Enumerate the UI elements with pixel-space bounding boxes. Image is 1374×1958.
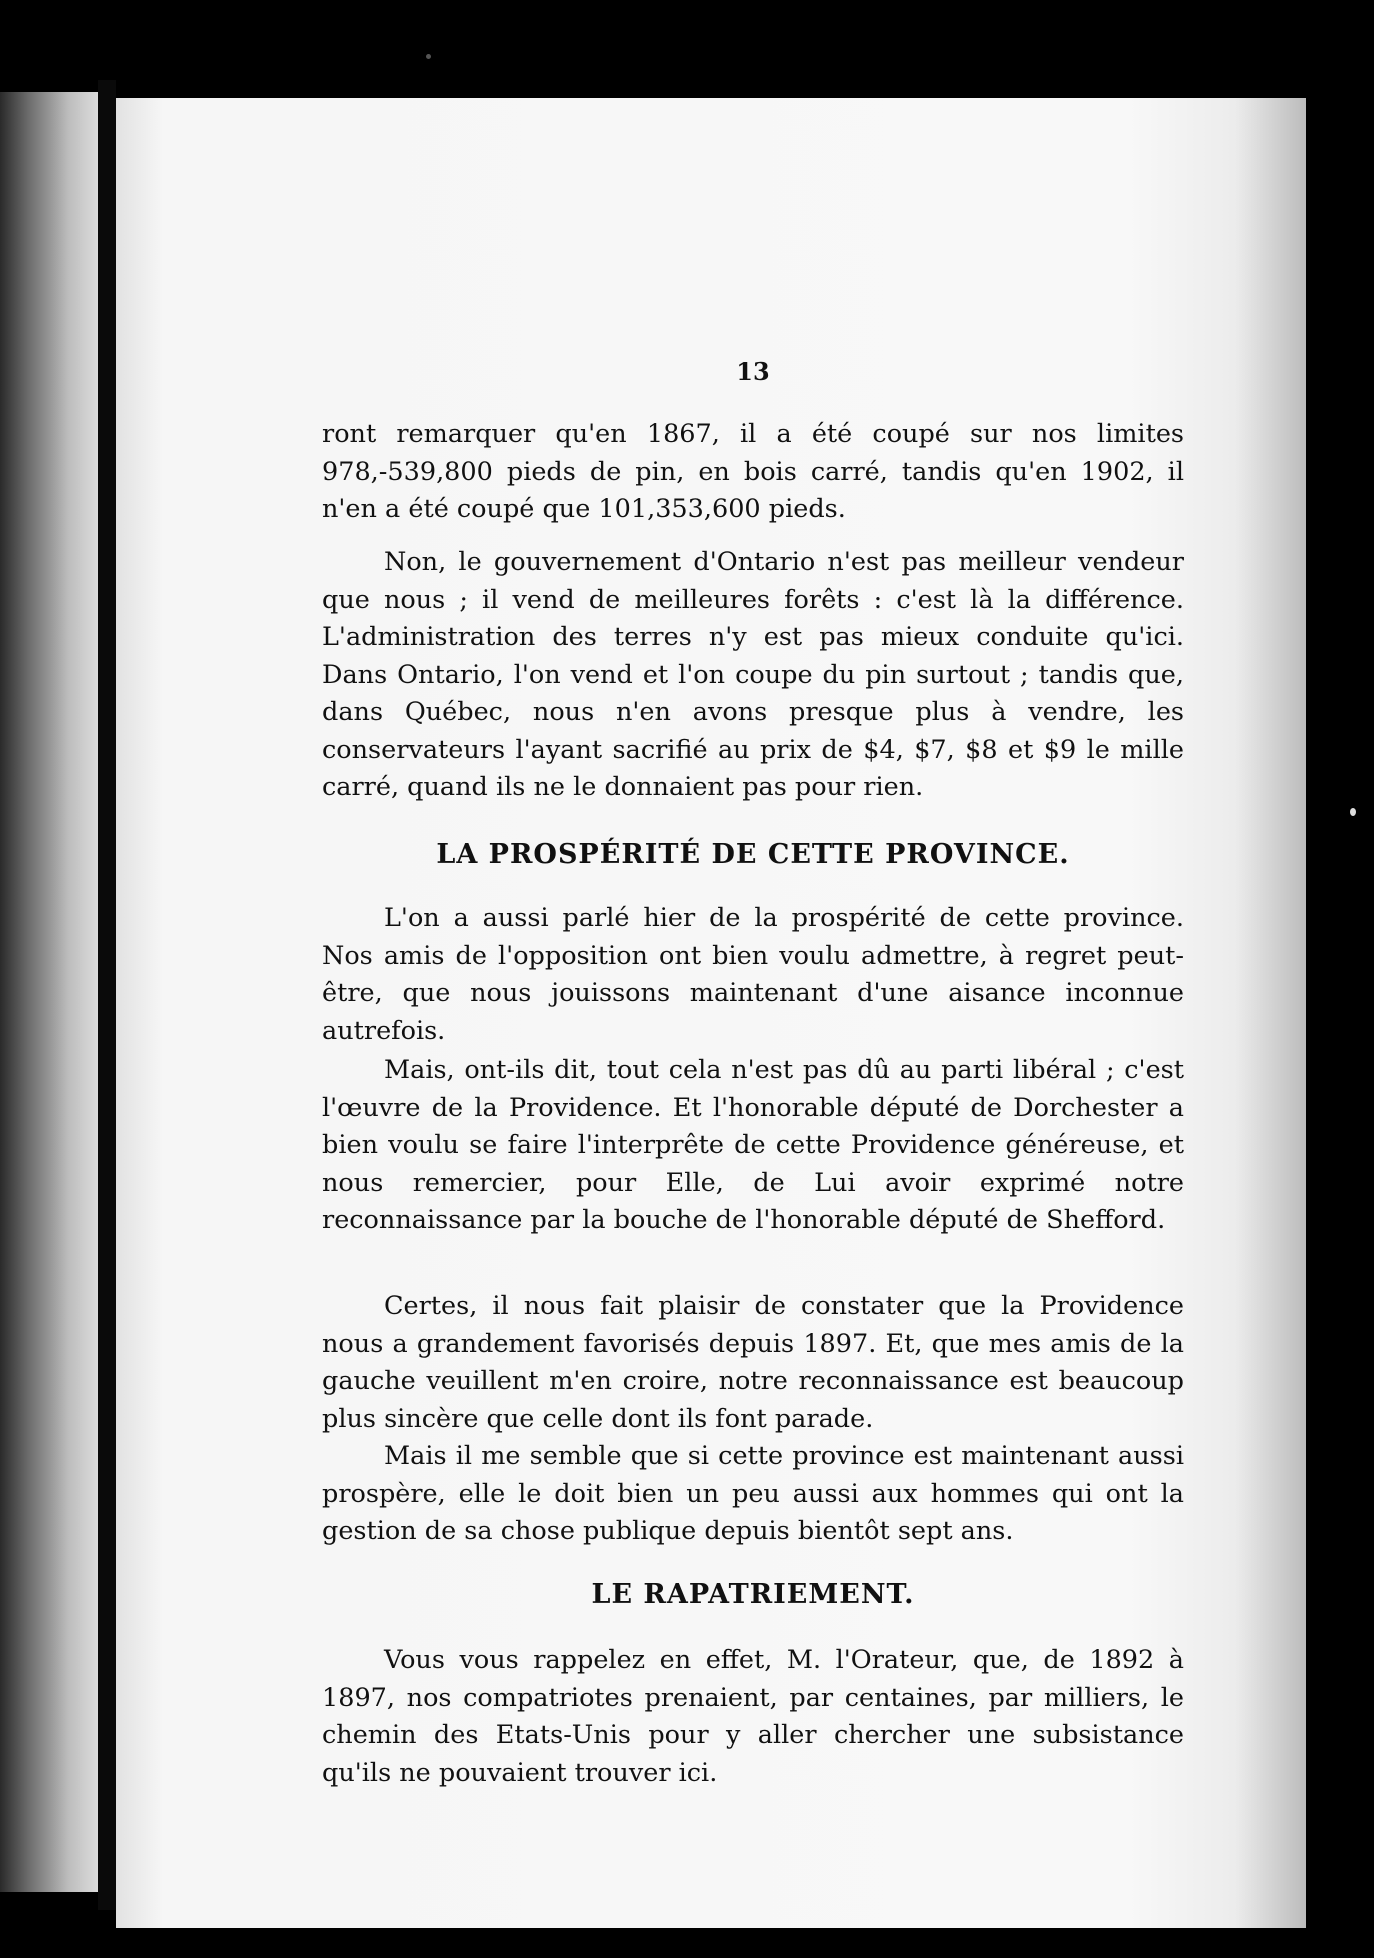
previous-page-edge [0,92,98,1892]
paragraph-7: Vous vous rappelez en effet, M. l'Orateur, que, de 1892 à 1897, nos compatriotes prenaient, par centaines, par milliers, le chemin des Etats-Unis pour y aller chercher une subsistance qu'ils ne pouvaient trouver ici. [322,1645,1184,1788]
paragraph-3: L'on a aussi parlé hier de la prospérité de cette province. Nos amis de l'opposition ont bien voulu admettre, à regret peut-être, que nous jouissons maintenant d'une aisance inconnue autrefois. [322,903,1184,1046]
paragraph-1: ront remarquer qu'en 1867, il a été coupé sur nos limites 978,-539,800 pieds de pin, en bois carré, tandis qu'en 1902, il n'en a été coupé que 101,353,600 pieds. [322,419,1184,524]
paragraph-4: Mais, ont-ils dit, tout cela n'est pas dû au parti libéral ; c'est l'œuvre de la Providence. Et l'honorable député de Dorchester a bien voulu se faire l'interprête de cette Providence généreuse, et nous remercier, pour Elle, de Lui avoir exprimé notre reconnaissance par la bouche de l'honorable député de Shefford. [322,1055,1184,1235]
book-gutter [98,80,116,1910]
section-heading-rapatriement: LE RAPATRIEMENT. [591,1579,915,1610]
paragraph-6: Mais il me semble que si cette province est maintenant aussi prospère, elle le doit bien un peu aussi aux hommes qui ont la gestion de sa chose publique depuis bientôt sept ans. [322,1441,1184,1546]
paragraph-2: Non, le gouvernement d'Ontario n'est pas meilleur vendeur que nous ; il vend de meilleures forêts : c'est là la différence. L'administration des terres n'y est pas mieux conduite qu'ici. Dans Ontario, l'on vend et l'on coupe du pin surtout ; tandis que, dans Québec, nous n'en avons presque plus à vendre, les conservateurs l'ayant sacrifié au prix de $4, $7, $8 et $9 le mille carré, quand ils ne le donnaient pas pour rien. [322,547,1184,802]
section-heading-prosperite: LA PROSPÉRITÉ DE CETTE PROVINCE. [436,839,1070,870]
paragraph-5: Certes, il nous fait plaisir de constater que la Providence nous a grandement favorisés depuis 1897. Et, que mes amis de la gauche veuillent m'en croire, notre reconnaissance est beaucoup plus sincère que celle dont ils font parade. [322,1291,1184,1434]
book-page [116,98,1306,1928]
scan-speck [426,54,431,59]
page-number: 13 [736,357,770,386]
scan-speck [1350,808,1356,816]
